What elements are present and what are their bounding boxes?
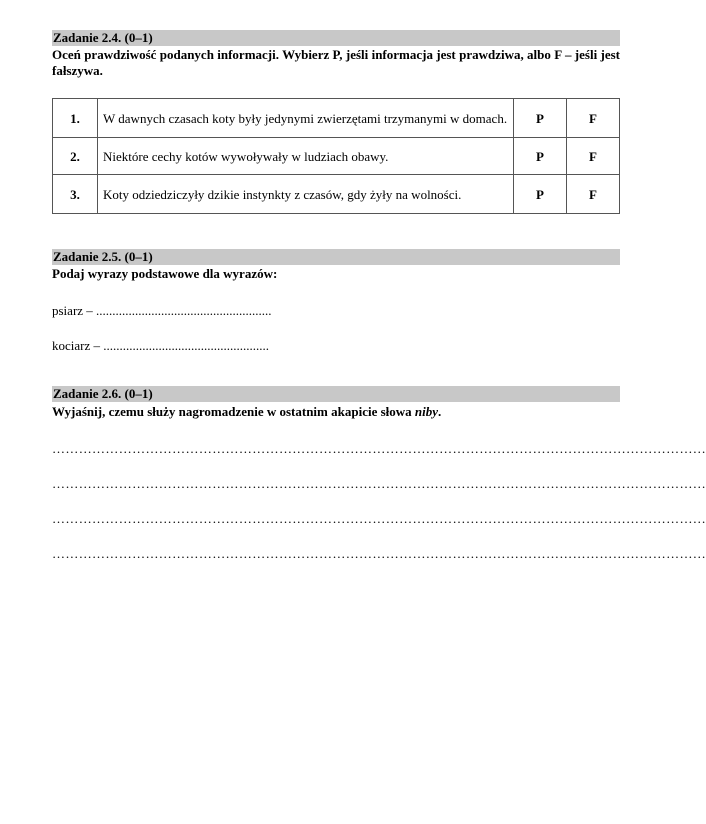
answer-blank[interactable]: – ................................................... [90,338,270,353]
row-number: 2. [53,138,98,175]
base-word-label: kociarz [52,338,91,353]
false-option[interactable]: F [567,99,620,138]
row-number: 3. [53,175,98,214]
false-option[interactable]: F [567,138,620,175]
statement-text: Niektóre cechy kotów wywoływały w ludziach obawy. [98,138,514,175]
true-false-table [52,98,620,214]
task-2-4-instruction: Oceń prawdziwość podanych informacji. Wybierz P, jeśli informacja jest prawdziwa, albo F – jeśli jest fałszywa. [52,47,620,78]
base-word-label: psiarz [52,303,84,318]
true-option[interactable]: P [514,138,567,175]
row-number: 1. [53,99,98,138]
answer-line[interactable]: ………………………………………………………………………………………………………………………………… [52,511,706,526]
keyword-niby: niby [414,404,439,419]
false-option[interactable]: F [567,175,620,214]
answer-line[interactable]: ………………………………………………………………………………………………………………………………… [52,546,706,561]
true-option[interactable]: P [514,99,567,138]
table-row [53,175,620,214]
answer-field-psiarz[interactable] [52,303,272,319]
answer-line[interactable]: ………………………………………………………………………………………………………………………………… [52,441,706,456]
task-2-6-instruction [52,404,620,420]
true-option[interactable]: P [514,175,567,214]
table-row [53,138,620,175]
task-2-4-header: Zadanie 2.4. (0–1) [52,30,620,46]
statement-text: W dawnych czasach koty były jedynymi zwierzętami trzymanymi w domach. [98,99,514,138]
instruction-text: Wyjaśnij, czemu służy nagromadzenie w ostatnim akapicie słowa [52,404,415,419]
task-2-6-header: Zadanie 2.6. (0–1) [52,386,620,402]
answer-field-kociarz[interactable] [52,338,269,354]
statement-text: Koty odziedziczyły dzikie instynkty z czasów, gdy żyły na wolności. [98,175,514,214]
answer-line[interactable]: ………………………………………………………………………………………………………………………………… [52,476,706,491]
answer-blank[interactable]: – ...................................................... [83,303,272,318]
task-2-5-instruction: Podaj wyrazy podstawowe dla wyrazów: [52,266,278,281]
task-2-5-header: Zadanie 2.5. (0–1) [52,249,620,265]
instruction-end: . [438,404,442,419]
table-row [53,99,620,138]
